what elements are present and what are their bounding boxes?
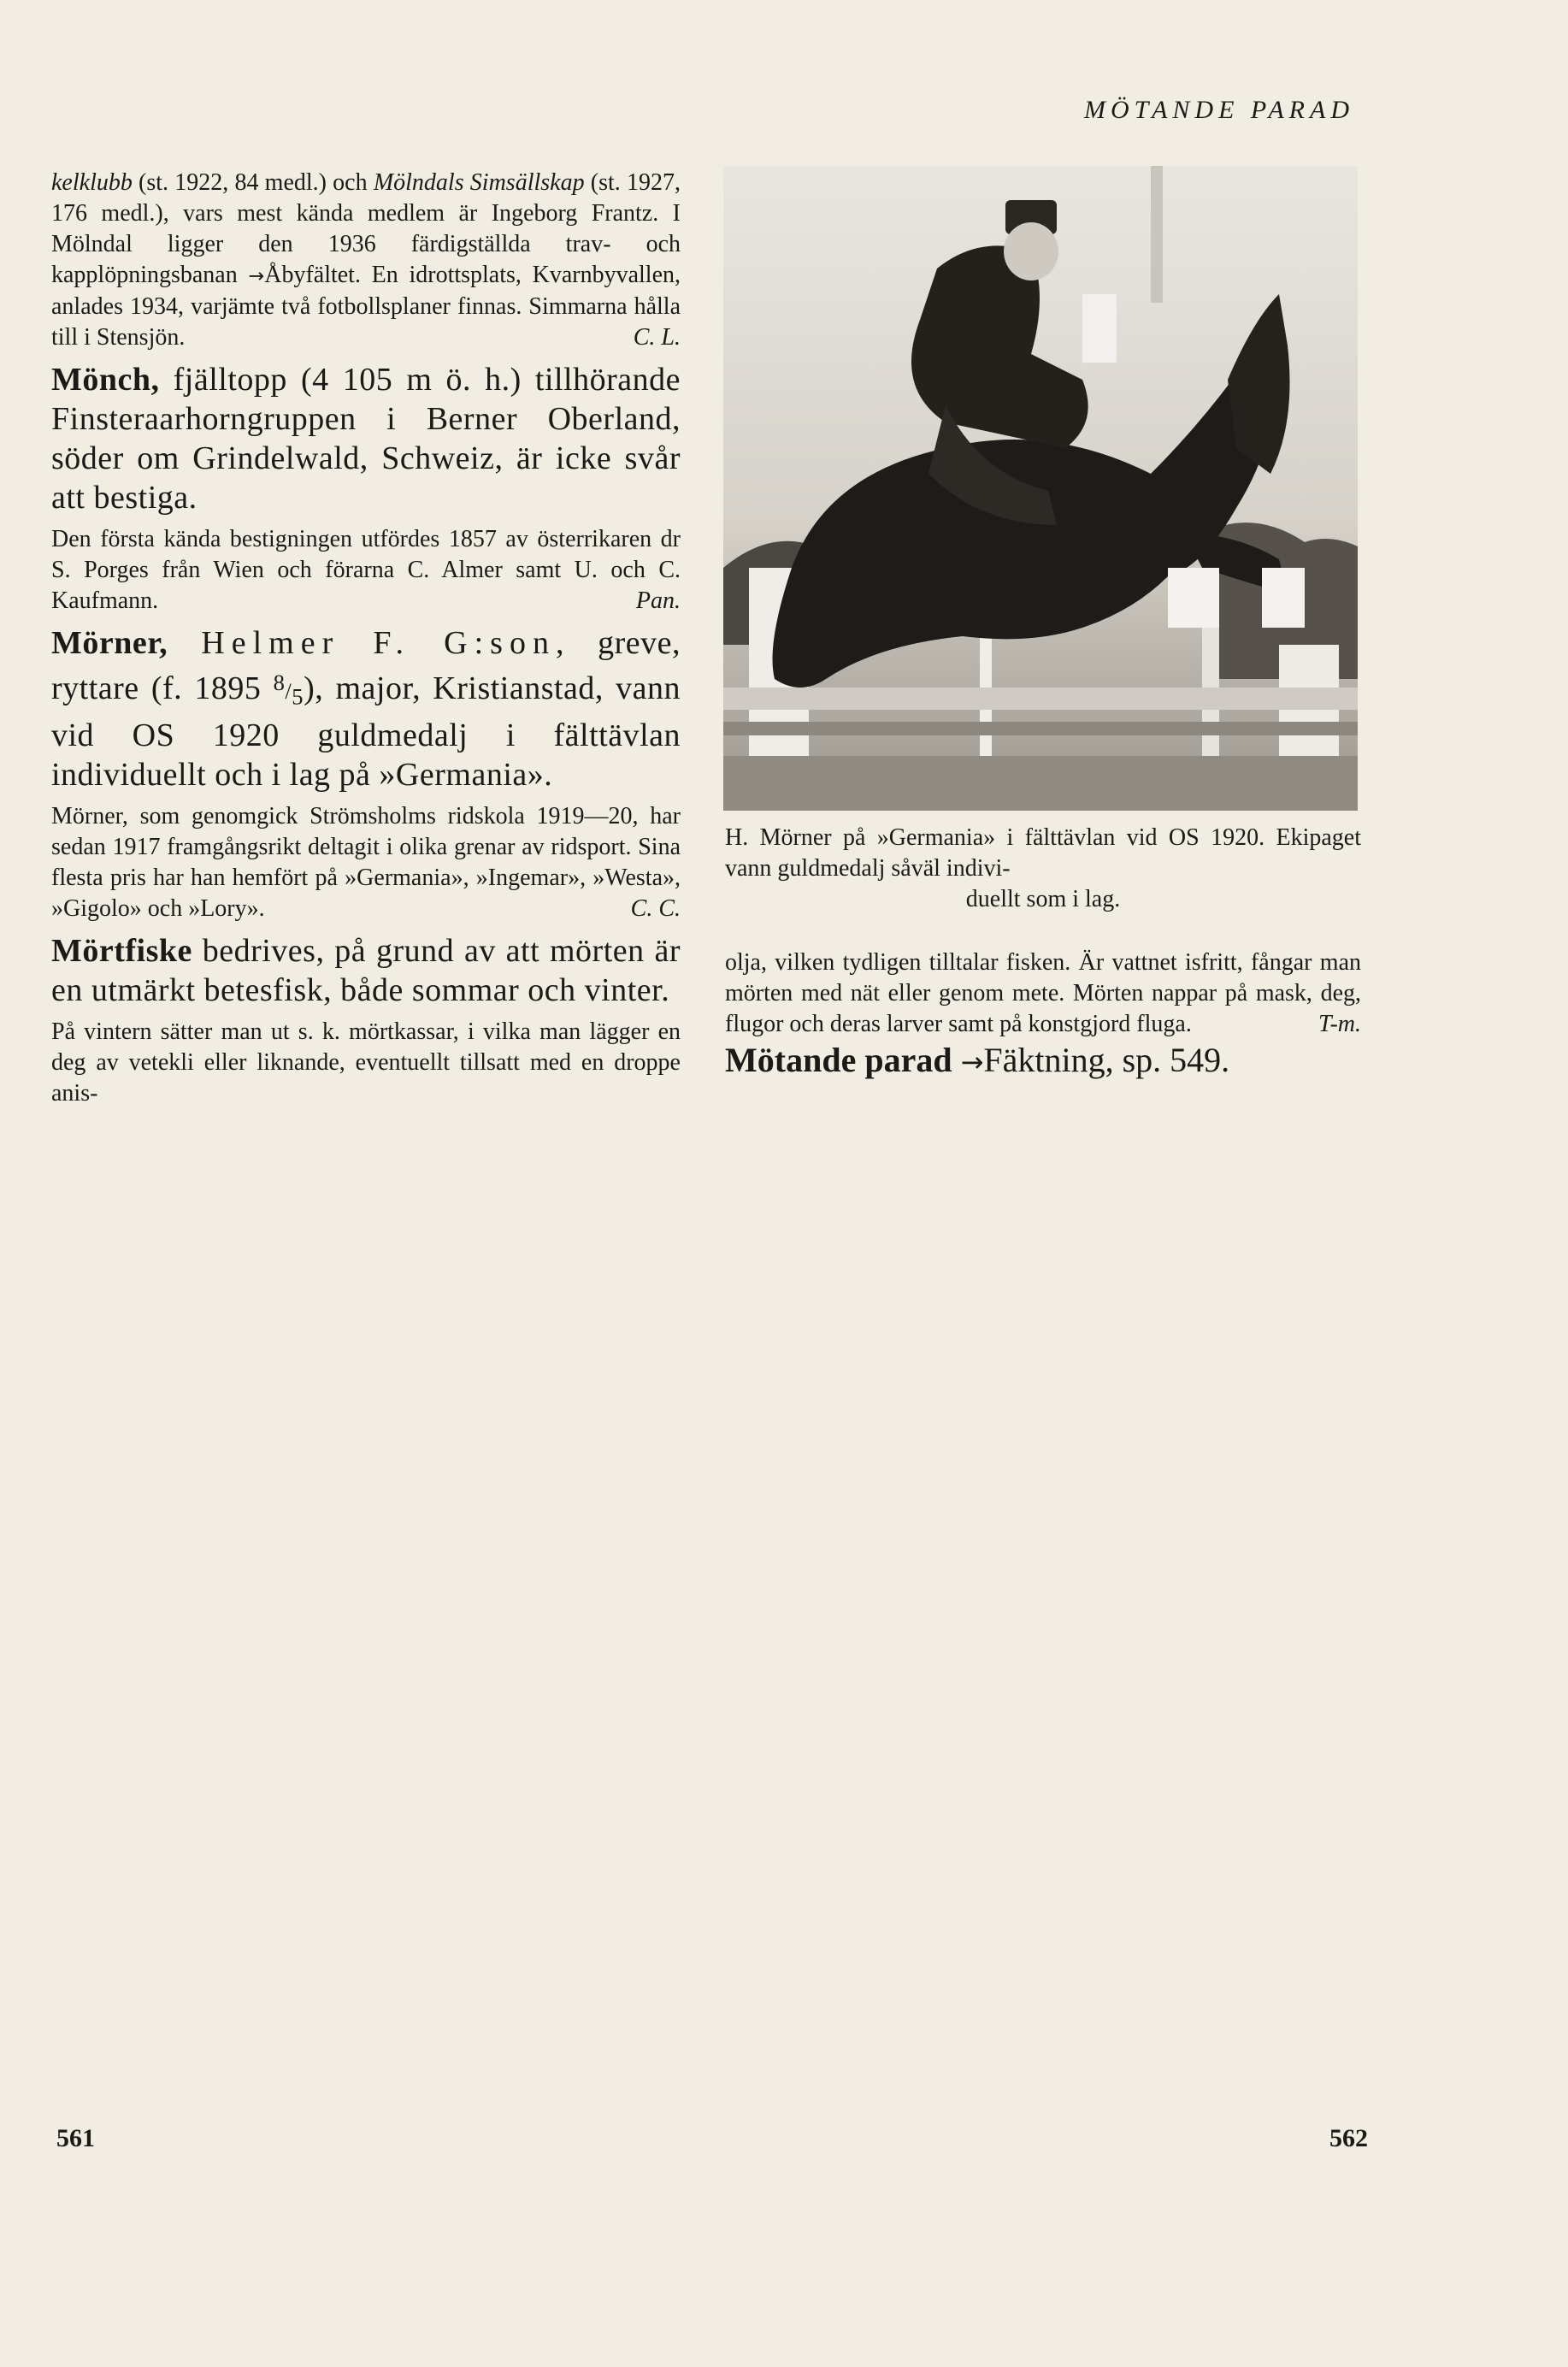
page-number-left: 561: [56, 2124, 95, 2152]
entry-motande-parad: [725, 1040, 1361, 1083]
caption-text-last-line: duellt som i lag.: [965, 886, 1121, 912]
headword-morner: Mörner,: [51, 625, 168, 661]
entry-text: fjälltopp (4 105 m ö. h.) tillhörande Finsteraarhorngruppen i Berner Oberland, söder om Grindelwald, Schweiz, är icke svår att bestiga.: [51, 362, 681, 516]
detail-text: Den första kända bestigningen utfördes 1857 av österrikaren dr S. Porges från Wien och förarna C. Almer samt U. och C. Kaufmann.: [51, 526, 681, 614]
entry-monch-detail: [51, 524, 681, 617]
term-kelklubb: kelklubb: [51, 169, 133, 196]
photo-caption: [725, 823, 1361, 915]
author-signature: Pan.: [635, 587, 681, 614]
right-column: [725, 947, 1361, 1083]
entry-mortfiske-continued: [725, 947, 1361, 1040]
photo-horse-jump: [723, 166, 1358, 811]
page-number-right: 562: [1329, 2124, 1368, 2152]
author-signature: C. C.: [630, 895, 681, 923]
term-molndals-simsallskap: Mölndals Simsällskap: [373, 169, 585, 196]
caption-text: H. Mörner på »Germania» i fälttävlan vid OS 1920. Ekipaget vann guldmedalj såväl indivi-: [725, 824, 1361, 882]
cross-reference-arrow-icon: →: [960, 1046, 984, 1078]
entry-morner-detail: [51, 801, 681, 924]
author-signature: T-m.: [1317, 1011, 1361, 1037]
entry-mortfiske: [51, 931, 681, 1010]
cross-reference-link[interactable]: Fäktning, sp. 549.: [983, 1041, 1230, 1079]
person-name: Helmer F. G:son,: [168, 625, 571, 661]
entry-mortfiske-detail: På vintern sätter man ut s. k. mörtkassar, i vilka man lägger en deg av vetekli eller liknande, eventuellt tillsatt med en droppe anis-: [51, 1018, 681, 1107]
entry-text: bedrives, på grund av att mörten är en utmärkt betesfisk, både sommar och vinter.: [51, 933, 681, 1009]
entry-molndal-end: [51, 168, 681, 353]
author-signature: C. L.: [633, 324, 681, 351]
text: Åbyfältet. En idrottsplats, Kvarnbyvallen, anlades 1934, varjämte två fotbollsplaner finnas. Simmarna hålla till i Stensjön.: [51, 262, 681, 351]
continued-text: olja, vilken tydligen tilltalar fisken. Är vattnet isfritt, fångar man mörten med nät eller genom mete. Mörten nappar på mask, deg, flugor och deras larver samt på konstgjord fluga.: [725, 949, 1361, 1037]
photo-illustration: [723, 166, 1358, 811]
cross-reference-arrow-icon: →: [248, 265, 265, 287]
headword-motande-parad: Mötande parad: [725, 1041, 952, 1079]
fraction-denominator: 5: [292, 683, 304, 710]
headword-monch: Mönch,: [51, 362, 160, 398]
birth-date-fraction: $^8/_5$: [273, 670, 304, 710]
entry-morner: [51, 623, 681, 794]
headword-mortfiske: Mörtfiske: [51, 933, 192, 970]
running-head: MÖTANDE PARAD: [1083, 96, 1354, 124]
fraction-numerator: 8: [273, 670, 286, 695]
left-column: [51, 168, 681, 1109]
entry-monch: [51, 360, 681, 517]
entry-text: ), major, Kristianstad, vann vid OS 1920 guldmedalj i fälttävlan individuellt och i lag på »Germania».: [51, 670, 681, 794]
detail-text: Mörner, som genomgick Strömsholms ridskola 1919—20, har sedan 1917 framgångsrikt deltagit i olika grenar av ridsport. Sina flesta pris har han hemfört på »Germania», »Ingemar», »Westa», »Gigolo» och »Lory».: [51, 803, 681, 923]
entry-text: greve, ryttare (f. 1895: [51, 625, 681, 706]
text: (st. 1922, 84 medl.) och: [132, 169, 374, 196]
text: (st. 1927, 176 medl.), vars mest kända medlem är Ingeborg Frantz. I Mölndal ligger den 1936 färdigställda trav- och kapplöpningsbanan: [51, 169, 681, 288]
